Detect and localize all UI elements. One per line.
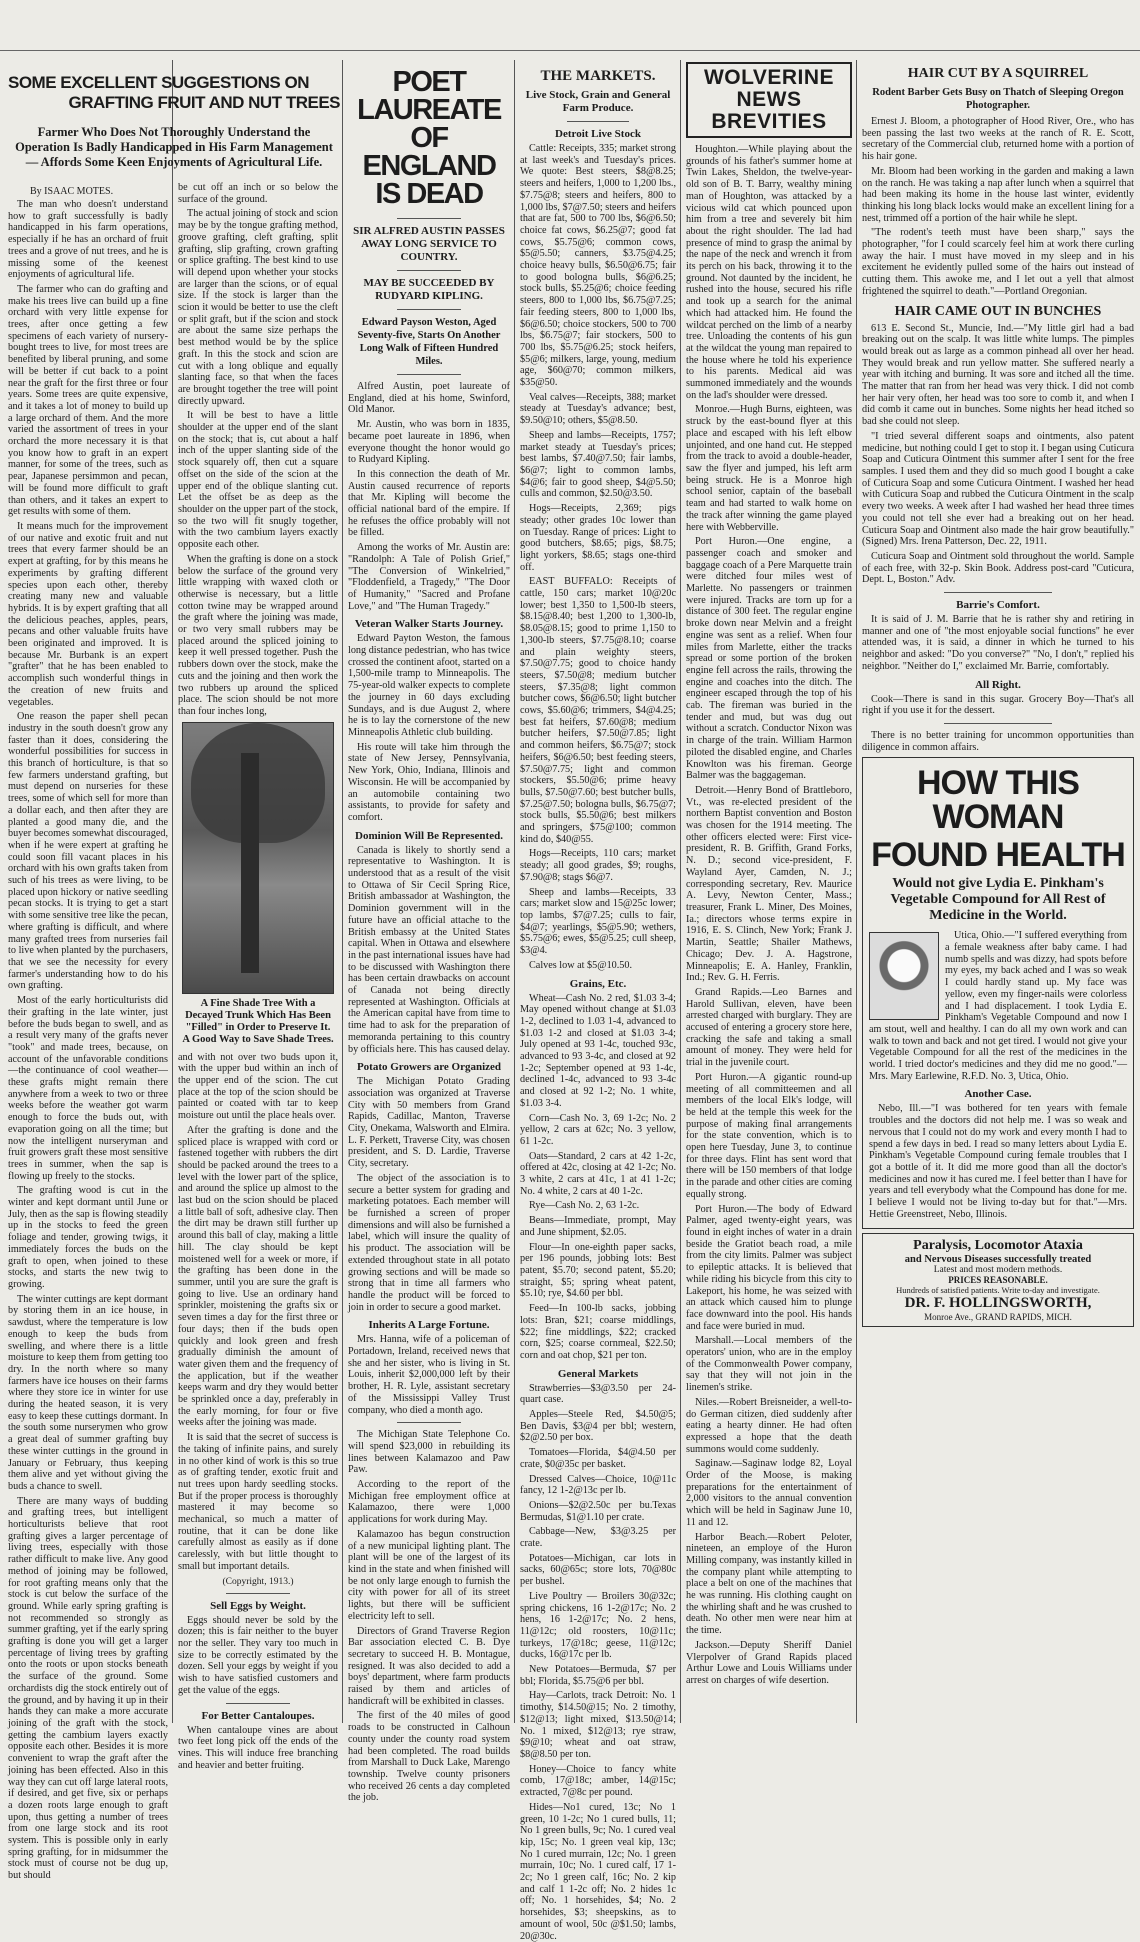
paragraph: Veal calves—Receipts, 388; market steady at Tuesday's advance; best, $9.50@10; others, $5@8.50. <box>520 391 676 427</box>
potato-title: Potato Growers are Organized <box>356 1061 502 1074</box>
paragraph: Nebo, Ill.—"I was bothered for ten years with female troubles and the doctors did not help me. I was so weak and nervous that I could not do my work and every month I had to spend a few days in bed. I read so many letters about Lydia E. Pinkham's Vegetable Compound curing female troubles that I got a bottle of it. It did me more good than all the doctor's medicines and now it has cured me. I feel better than I have for years and tell everybody what the Compound has done for me. I believe I would not be living to-day but for that."—Mrs. Hettie Greenstreet, Nebo, Illinois. <box>869 1103 1127 1220</box>
paragraph: Wheat—Cash No. 2 red, $1.03 3-4; May opened without change at $1.03 1-2, declined to 1.03 1-4, advanced to $1.03 1-2 and closed at $1.03 3-4; July opened at 93 1-4c, touched 93c, advanced to 93 3-4c, and closed at 92 1-2c; September opened at 93 1-4c, declined 1-4c, advanced to 93 3-4c and closed at 92 1-2; No. 1 white, $1.03 3-4. <box>520 992 676 1109</box>
paragraph: Mr. Austin, who was born in 1835, became poet laureate in 1896, when everyone thought the honor would go to Rudyard Kipling. <box>348 419 510 466</box>
pinkham-headline-2: FOUND HEALTH <box>871 836 1125 875</box>
paragraph: The grafting wood is cut in the winter and kept dormant until June or July, then as the sap is flowing steadily up in the stocks to feed the green foliage and tender, growing twigs, it immediately forces the buds on the graft to open, when joined to these stocks, and starts the new twig to growing. <box>8 1185 168 1290</box>
paragraph: Cook—There is sand in this sugar. Grocery Boy—That's all right if you use it for the dessert. <box>862 693 1134 717</box>
paragraph: Strawberries—$3@3.50 per 24-quart case. <box>520 1382 676 1406</box>
news-item: Port Huron.—One engine, a passenger coach and smoker and baggage coach of a Pere Marquette train were ditched four miles west of Marlette. No passengers or trainmen were injured. Tracks are torn up for a distance of 300 feet. The regular engine broke down near Melvin and a freight engine was sent as a relief. When four miles from Marlette, either the tracks spread or some portion of the broken engine fell across the rails, throwing the engine and coaches into the ditch. The engineer escaped through the top of his cab. The fireman was buried in the tender and mud, but was dug out without a scratch. Conductor Nixon was in charge of the train. William Harmon piloted the disabled engine, and Charles Knowlton was his fireman. George Balmer was the baggageman. <box>686 536 852 782</box>
haircut-headline: HAIR CUT BY A SQUIRREL <box>907 66 1089 81</box>
news-item: Harbor Beach.—Robert Peloter, nineteen, an employe of the Huron Milling company, was instantly killed in the company plant while attempting to place a belt on one of the machines that he was running. His clothing caught on the whirling shaft and he was crushed to death. No other men were near him at the time. <box>686 1531 852 1637</box>
paragraph: The winter cuttings are kept dormant by storing them in an ice house, in sawdust, where the temperature is low enough to keep the buds from swelling, and where there is a little moisture to keep them from getting too dry. In the north where so many farmers have ice houses on their farms where they store ice in winter for use during the heated season, it is very easy to keep these cuttings dormant. In the south some nurserymen who grow a great deal of summer grafting buy these winter cuttings in the ground in January or February, thus keeping them alive and yet without giving the buds a chance to swell. <box>8 1293 168 1492</box>
paragraph: Mrs. Hanna, wife of a policeman of Portadown, Ireland, received news that she and her sister, who is living in St. Louis, inherit $2,000,000 left by their brother, H. R. Lyle, assistant secretary of the Mississippi Valley Trust company, who died a month ago. <box>348 1334 510 1416</box>
paragraph: Ernest J. Bloom, a photographer of Hood River, Ore., who has been passing the last two weeks at the ranch of R. E. Scott, secretary of the Commercial club, returned home with a portion of his hair gone. <box>862 116 1134 163</box>
paragraph: Cattle: Receipts, 335; market strong at last week's and Tuesday's prices. We quote: Best steers, $8@8.25; steers and heifers, 1,000 to 1,200 lbs., $7.75@8; steers and heifers, 800 to 1,000 lbs, $7@7.50; steers and heifers that are fat, 500 to 700 lbs, $6@6.50; choice fat cows, $6.25@7; good fat cows, $5.75@6; common cows, $5@5.50; canners, $3.75@4.25; choice heavy bulls, $6.50@6.75; fair to good bologna bulls, $6@6.25; stock bulls, $5.25@6; choice feeding steers, 800 to 1,000 lbs, $6.75@7.25; fair feeding steers, 800 to 1,000 lbs, $6@6.50; choice stockers, 500 to 700 lbs, $6.75@7; fair stockers, 500 to 700 lbs, $5.75@6.25; stock heifers, $5@6; milkers, large, young, medium age, $60@70; common milkers, $35@50. <box>520 143 676 389</box>
hair-bunches-headline: HAIR CAME OUT IN BUNCHES <box>894 303 1102 319</box>
column-rule <box>172 60 173 1723</box>
column-1 <box>8 182 168 1882</box>
paragraph: The object of the association is to secure a better system for grading and marketing potatoes. Each member will be furnished a screen of proper dimensions and will also be furnished a label, which will insure the quality of his product. The association will be extended throughout state in all potato growing sections and will be made so strong that in time all farmers who handle the product will be forced to join in order to secure a good market. <box>348 1172 510 1313</box>
poet-deck-3: Edward Payson Weston, Aged Seventy-five, Starts On Another Long Walk of Fifteen Hundred Miles. <box>357 317 501 367</box>
paragraph: Corn—Cash No. 3, 69 1-2c; No. 2 yellow, 2 cars at 62c; No. 3 yellow, 61 1-2c. <box>520 1112 676 1147</box>
paragraph: Feed—In 100-lb sacks, jobbing lots: Bran, $21; coarse middlings, $22; fine middlings, $22; cracked corn, $25; coarse cornmeal, $22.50; corn and oat chop, $21 per ton. <box>520 1303 676 1361</box>
paragraph: Rye—Cash No. 2, 63 1-2c. <box>529 1200 640 1212</box>
paragraph: be cut off an inch or so below the surface of the ground. <box>178 182 338 205</box>
woman-portrait <box>869 932 939 1020</box>
paragraph: The farmer who can do grafting and make his trees live can build up a fine orchard with very little expense for trees, after once getting a few specimens of each variety of nursery-bought trees to live, for most trees are benefited by liberal pruning, and some will be better if cut back to a point near the graft for the first three or four years. Some trees are quite expensive, and it takes a lot of money to build up a large orchard of them. And the more varied the assortment of trees in your orchard the more necessary it is that you know how to graft in an expert manner, for some of the trees, such as pear, Japanese persimmon and pecan, will be found more difficult to graft than others, and it takes an expert to get results with some of them. <box>8 283 168 518</box>
paragraph: Utica, Ohio.—"I suffered everything from a female weakness after baby came. I had numb spells and was dizzy, had spots before my eyes, my back ached and I was so weak I could hardly stand up. My face was yellow, even my finger-nails were colorless and I had displacement. I took Lydia E. Pinkham's Vegetable Compound and now I am stout, well and healthy. I can do all my own work and can walk to town and back and not get tired. I would not give your Vegetable Compound for all the rest of the medicines in the world. I tried doctor's medicines and they did me no good."—Mrs. Mary Earlewine, R.F.D. No. 3, Utica, Ohio. <box>869 930 1127 1082</box>
column-rule <box>514 60 515 1723</box>
paragraph: Mr. Bloom had been working in the garden and making a lawn on the ranch. He was taking a nap after lunch when a squirrel that had been making its home in the house last winter, evidently thinking his long black locks would make an excellent lining for a nest, trimmed off a portion of the hair while he slept. <box>862 165 1134 224</box>
news-item: Saginaw.—Saginaw lodge 82, Loyal Order of the Moose, is making preparations for the entertainment of 2,000 visitors to the annual convention which will be held in Saginaw June 10, 11 and 12. <box>686 1458 852 1528</box>
wolverine-title-1: WOLVERINE <box>703 66 835 89</box>
wolverine-title-2: NEWS BREVITIES <box>711 88 827 133</box>
paragraph: Cabbage—New, $3@3.25 per crate. <box>520 1526 676 1550</box>
paragraph: The Michigan Potato Grading association was organized at Traverse City with 50 members from Grand Rapids, Cadillac, Manton, Traverse City, Onekama, Walsworth and Elmira. L. F. Perkett, Traverse City, was chosen president, and S. D. Lardie, Traverse City, secretary. <box>348 1076 510 1170</box>
detroit-title: Detroit Live Stock <box>555 128 641 140</box>
column-rule <box>856 60 857 1723</box>
grafting-deck: Farmer Who Does Not Thoroughly Understand the Operation Is Badly Handicapped in His Farm Management — Affords Some Keen Enjoyments of Agricultural Life. <box>15 125 333 169</box>
divider <box>226 1703 290 1704</box>
news-item: Port Huron.—The body of Edward Palmer, aged twenty-eight years, was found in eight inches of water in a drain beside the Gratiot beach road, a mile from the city limits. Palmer was subject to epileptic attacks. It is believed that while riding his bicycle from this city to Lakeport, his home, he was seized with an attack which caused him to plunge face downward into the pool. His hands and face were buried in mud. <box>686 1203 852 1332</box>
doctor-ad-headline: Paralysis, Locomotor Ataxia <box>913 1237 1083 1253</box>
news-item: Jackson.—Deputy Sheriff Daniel Vlerpolver of Grand Rapids placed Arthur Lowe and Louis Williams under arrest on charges of wife desertion. <box>686 1639 852 1686</box>
paragraph: The man who doesn't understand how to graft successfully is badly handicapped in his farm operations, especially if he has an orchard of fruit trees and a grove of nut trees, and he is missing some of the keenest enjoyments of agricultural life. <box>8 199 168 281</box>
doctor-ad-address: Monroe Ave., GRAND RAPIDS, MICH. <box>924 1311 1072 1322</box>
paragraph: Honey—Choice to fancy white comb, 17@18c; amber, 14@15c; extracted, 7@8c per pound. <box>520 1763 676 1799</box>
paragraph: When the grafting is done on a stock below the surface of the ground very little wrapping with waxed cloth or otherwise is necessary, but a little cotton twine may be wrapped around the graft where the joining was made, or two very small rubbers may be placed around the spliced joining to keep it well pressed together. Push the rubbers down over the stock, make the cuts and the joining and then work the two rubbers up around the spliced place. The scion should be not more than four inches long, <box>178 553 338 717</box>
column-4-markets <box>520 62 677 1942</box>
masthead-strip <box>0 0 1140 51</box>
paragraph: Hogs—Receipts, 110 cars; market steady; all good grades, $9; roughs, $7.90@8; stags $6@7. <box>520 848 676 883</box>
paragraph: "The rodent's teeth must have been sharp," says the photographer, "for I could scarcely feel him at work there curling away the hair. I must have moved in my sleep and in his excitement he evidently pulled some of the hairs out instead of cutting them. This awoke me, and I let out a yell that almost frightened the squirrel to death."—Portland Oregonian. <box>862 227 1134 297</box>
pinkham-deck: Would not give Lydia E. Pinkham's Vegetable Compound for All Rest of Medicine in the World. <box>890 876 1106 924</box>
column-3 <box>348 62 510 1804</box>
poet-deck-2: MAY BE SUCCEEDED BY RUDYARD KIPLING. <box>363 277 495 302</box>
paragraph: The actual joining of stock and scion may be by the tongue grafting method, groove grafting, cleft grafting, split grafting, slip grafting, crown grafting or splice grafting. The best kind to use will depend upon whether your stocks are larger than the scions, or of equal size. If the stock is larger than the scion it would be better to use the cleft or split graft, but if the scion and stock are about the same size perhaps the best method would be by the splice graft. In this the stock and scion are cut with a long oblique and equally slanting face, so that when the faces are brought together the tree will point directly upward. <box>178 208 338 407</box>
paragraph: When cantaloupe vines are about two feet long pick off the ends of the vines. This will induce free branching and heavier and better fruiting. <box>178 1724 338 1771</box>
doctor-ad-line4: PRICES REASONABLE. <box>948 1274 1048 1285</box>
paragraph: There is no better training for uncommon opportunities than diligence in common affairs. <box>862 729 1134 753</box>
shade-tree-photo <box>182 722 334 994</box>
paragraph: It is said of J. M. Barrie that he is rather shy and retiring in manner and one of "the most enjoyable social functions" he ever attended was, it is said, a dinner in which he turned to his neighbor and asked: "Do you converse?" "No, I don't," replied his neighbor. "Neither do I," exclaimed Mr. Barrie, comfortably. <box>862 614 1134 672</box>
paragraph: It is said that the secret of success is the taking of infinite pains, and surely in no other kind of work is this so true as of grafting tender, exotic fruit and nut trees upon hardy seedling stocks. But if the proper process is thoroughly mastered it may become so mechanical, so much a matter of routine, that it can be done like carefully almost as easily as if done carelessly, with but little thought to small but important details. <box>178 1432 338 1572</box>
cantaloupe-title: For Better Cantaloupes. <box>201 1709 315 1722</box>
paragraph: Tomatoes—Florida, $4@4.50 per crate, $0@35c per basket. <box>520 1447 676 1470</box>
paragraph: Dressed Calves—Choice, 10@11c fancy, 12 1-2@13c per lb. <box>520 1473 676 1497</box>
pinkham-headline-1: HOW THIS WOMAN <box>917 764 1079 837</box>
paragraph: Beans—Immediate, prompt, May and June shipment, $2.05. <box>520 1215 676 1238</box>
paragraph: His route will take him through the state of New Jersey, Pennsylvania, New York, Ohio, Indiana, Illinois and Wisconsin. He will be accompanied by an automobile containing two assistants, to provide for safety and comfort. <box>348 741 510 823</box>
paragraph: Potatoes—Michigan, car lots in sacks, 60@65c; store lots, 70@80c per bushel. <box>520 1552 676 1588</box>
paragraph: Edward Payton Weston, the famous long distance pedestrian, who has twice crossed the continent afoot, started on a 1,500-mile tramp to Minneapolis. The 75-year-old walker expects to complete the journey in 60 days excluding Sundays, and is due August 2, where he is to lay the cornerstone of the new Minneapolis Athletic club building. <box>348 633 510 738</box>
grains-title: Grains, Etc. <box>569 977 627 990</box>
dominion-title: Dominion Will Be Represented. <box>355 829 503 842</box>
news-item: Monroe.—Hugh Burns, eighteen, was struck by the east-bound flyer at this place and escaped with his left elbow unjointed, and one hand cut. He stepped from the track to avoid a double-header, saw the flyer and jumped, his left arm being struck. He is a Monroe high school senior, captain of the baseball team and had started to walk home on the track after winning the game played here with Webberville. <box>686 404 852 533</box>
markets-subtitle: Live Stock, Grain and General Farm Produce. <box>525 89 671 114</box>
paragraph: It will be best to have a little shoulder at the upper end of the slant on the stock; that is, cut about a half inch of the upper slanting side of the stock squarely off, then cut a square offset on the side of the scion at the upper end of the oblique slanting cut. Let the offset be as deep as the shoulder on the upper part of the stock, so the two will fit snugly together, with the two cambium layers exactly opposite each other. <box>178 410 338 551</box>
paragraph: and with not over two buds upon it, with the upper bud within an inch of the upper end of the scion. The cut place at the top of the scion should be painted or coated with tar to keep moisture out until the place heals over. <box>178 1051 338 1122</box>
markets-title: THE MARKETS. <box>540 68 656 84</box>
divider <box>397 270 462 271</box>
paragraph: Among the works of Mr. Austin are: "Randolph: A Tale of Polish Grief," "The Conversion of Winkelried," "Floddenfield, a Tragedy," "The Door of Humanity," "Sacred and Profane Love," and "The Human Tragedy." <box>348 542 510 612</box>
poet-deck-1: SIR ALFRED AUSTIN PASSES AWAY LONG SERVICE TO COUNTRY. <box>353 225 505 263</box>
news-item: Detroit.—Henry Bond of Brattleboro, Vt., was re-elected president of the northern Baptist convention and Boston was chosen for the 1914 meeting. The other officers elected were: First vice-president, R. B. Griffith, Grand Forks, N. D.; second vice-president, F. Wayland Ayer, Camden, N. J.; corresponding secretary, Rev. Maurice A. Levy, Newton Center, Mass.; treasurer, Frank L. Miner, Des Moines, Ia.; directors whose terms expire in 1916, E. S. Clinch, New York; Frank J. Martin, Seattle; Shailer Mathews, Chicago; Dev. J. A. Hagstrone, Minneapolis; E. A. Hanley, Franklin, Ind.; Rev. G. H. Ferris. <box>686 784 852 984</box>
divider <box>567 121 629 122</box>
divider <box>226 1593 290 1594</box>
paragraph: Hogs—Receipts, 2,369; pigs steady; other grades 10c lower than on Tuesday. Range of prices: Light to good butchers, $8.65; pigs, $8.75; light yorkers, $8.65; stags one-third off. <box>520 503 676 573</box>
divider <box>397 218 462 219</box>
wolverine-masthead <box>686 62 852 138</box>
paragraph: "I tried several different soaps and ointments, also patent medicine, but nothing could I get to stop it. I began using Cuticura Soap and Cuticura Ointment this summer after I sent for the free samples. I used them and they did so much good I bought a cake of Cuticura Soap and some Cuticura Ointment. I washed her head with Cuticura Soap and rubbed the Cuticura Ointment in the scalp every two weeks. A week after I had washed her head three times you could not tell she ever had a breaking out on her head. Cuticura Soap and Ointment also made the hair grow beautifully." (Signed) Mrs. Irena Patterson, Dec. 22, 1911. <box>862 430 1134 548</box>
paragraph: It means much for the improvement of our native and exotic fruit and nut trees that every farmer should be an expert at grafting, for by this means he experiments by grafting different species upon each other, thereby creating many new and valuable hybrids. It is by expert grafting that all the delicious peaches, apples, pears, pecans and other valuable fruits have been originated and improved. It is because Mr. Burbank is an expert "grafter" that he has been enabled to accomplish such wonderful things in the creation of new fruits and vegetables. <box>8 520 168 708</box>
tree-trunk-shape <box>241 753 259 973</box>
paragraph: Apples—Steele Red, $4.50@5; Ben Davis, $3@4 per bbl; western, $2@2.50 per box. <box>520 1409 676 1444</box>
paragraph: The Michigan State Telephone Co. will spend $23,000 in rebuilding its lines between Kalamazoo and Paw Paw. <box>348 1429 510 1476</box>
doctor-ad-line5: Hundreds of satisfied patients. Write to-day and investigate. <box>896 1284 1100 1295</box>
doctor-ad-line3: Latest and most modern methods. <box>933 1264 1063 1275</box>
paragraph: In this connection the death of Mr. Austin caused recurrence of reports that Mr. Kipling will become the official national bard of the empire. If he refuses the office probably will not be filled. <box>348 468 510 539</box>
poet-headline: POET LAUREATE OF ENGLAND IS DEAD <box>357 66 501 210</box>
paragraph: Canada is likely to shortly send a representative to Washington. It is understood that as a result of the visit to Ottawa of Sir Cecil Spring Rice, British ambassador at Washington, the Dominion government will in the future have an official attache to the British embassy at the United States capital. When in Ottawa and elsewhere in the past international issues have had to be discussed with Washington there has been certain drawbacks on account of Canada not being directly represented at Washington. Officials at the American capital have from time to time had to ask for the preparation of memoranda pertaining to this country by officials here. This has caused delay. <box>348 844 510 1055</box>
paragraph: Live Poultry — Broilers 30@32c; spring chickens, 16 1-2@17c; No. 2 hens, 16 1-2@17c; No. 2 hens, 11@12c; old roosters, 10@11c; turkeys, 17@18c; geese, 11@12c; ducks, 16@17c per lb. <box>520 1590 676 1661</box>
another-case-title: Another Case. <box>964 1088 1032 1101</box>
paragraph: Sheep and lambs—Receipts, 33 cars; market slow and 15@25c lower; top lambs, $7@7.25; culls to fair, $4@7; yearlings, $5@5.90; wethers, $5.75@6; ewes, $5@5.25; cull sheep, $3@4. <box>520 886 676 957</box>
divider <box>397 309 462 310</box>
news-item: Grand Rapids.—Leo Barnes and Harold Sullivan, eleven, have been arrested charged with burglary. They are accused of entering a grocery store here, cracking the safe and taking a small amount of money. They were held for trial in the juvenile court. <box>686 986 852 1069</box>
paragraph: Calves low at $5@10.50. <box>529 959 633 971</box>
column-5-brevities <box>686 62 852 1723</box>
paragraph: After the grafting is done and the spliced place is wrapped with cord or fastened together with rubbers the dirt should be packed around the trees to a level with the lower part of the splice, and around the splice up almost to the last bud on the scion should be placed a little ball of soft, adhesive clay. Then the dirt may be drawn still further up around this ball of clay, making a little hill. The clay should be kept moistened well for a week or more, if the grafting has been done in the summer, until you are sure the graft is going to live. Use an ordinary hand sprinkler, moistening the grafts six or seven times a day for the first three or four days; then if the buds open quickly and look green and fresh gradually diminish the amount of water given them and the frequency of the application, but if the weather keeps warm and dry they would better be sprinkled once a day, preferably in the early morning, for four or five weeks after the joining was made. <box>178 1124 338 1429</box>
photo-caption: A Fine Shade Tree With a Decayed Trunk Which Has Been "Filled" in Order to Preserve It. A Good Way to Save Shade Trees. <box>182 997 334 1045</box>
barrie-title: Barrie's Comfort. <box>956 599 1040 612</box>
paragraph: Hides—No1 cured, 13c; No 1 green, 10 1-2c; No 1 cured bulls, 11; No 1 green bulls, 9c; No. 1 cured veal kip, 15c; No. 1 green veal kip, 13c; No 1 cured murrain, 12c; No. 1 green murrain, 10c; No. 1 cured calf, 17 1-2c; No 1 green calf, 16c; No. 2 kip and calf 1 1-2c off; No. 2 hides 1c off; No. 1 horsehides, $4; No. 2 horsehides, $3; sheepskins, as to amount of wool, 50c @$1.50; lambs, 20@30c. <box>520 1801 676 1942</box>
sell-eggs-title: Sell Eggs by Weight. <box>210 1599 306 1612</box>
paragraph: One reason the paper shell pecan industry in the south doesn't grow any faster than it does, considering the wonderful possibilities for success in this branch of horticulture, is that so few farmers understand grafting, but must depend on nurseries for these trees, some of which sell for more than a dollar each, and then after they are planted a good many die, and the buyer becomes somewhat discouraged, when if he were expert at grafting he could soon fill vacant places in his orchard with his own grafts taken from such of his trees as were living, to be placed upon hickory or native seedling pecan stocks. It is trying to get a start with some sensitive tree like the pecan, where grafting is difficult, and where many grafted trees from nurseries fail to live when planted by the purchasers, that we see the necessity for every farmer's understanding how to do his own grafting. <box>8 711 168 992</box>
allright-title: All Right. <box>975 678 1021 691</box>
news-item: Niles.—Robert Breisneider, a well-to-do German citizen, died suddenly after eating a hearty dinner. He had often expressed a hope that the death summons would come suddenly. <box>686 1396 852 1455</box>
paragraph: Most of the early horticulturists did their grafting in the late winter, just before the buds began to swell, and as a result very many of the grafts never "took" and made trees, because, on account of the unfavorable conditions—the continuance of cool weather—these grafts might remain there anywhere from a week to two or three weeks before the weather got warm enough to force the buds out, with evaporation going on all the time; but now the intelligent nurseryman and fruit growers graft these most sensitive trees in summer, when the sap is flowing up freely to the stocks. <box>8 995 168 1182</box>
byline: By ISAAC MOTES. <box>30 186 114 197</box>
news-item: Port Huron.—A gigantic round-up meeting of all committeemen and all members of the local Elk's lodge, will be held at the temple this week for the purpose of making final arrangements for the state convention, which is to open here Tuesday, June 3, to continue for three days. Flint has sent word that there will be 150 members of that lodge in the parade and other cities are coming equally strong. <box>686 1071 852 1200</box>
paragraph: Flour—In one-eighth paper sacks, per 196 pounds, jobbing lots: Best patent, $5.70; second patent, $5.20; straight, $5; spring wheat patent, $5.10; rye, $4.60 per bbl. <box>520 1241 676 1300</box>
column-6 <box>862 62 1134 1723</box>
grafting-headline-line1: SOME EXCELLENT SUGGESTIONS ON <box>8 73 309 92</box>
pinkham-advertisement <box>862 757 1134 1228</box>
fortune-title: Inherits A Large Fortune. <box>368 1319 490 1332</box>
paragraph: EAST BUFFALO: Receipts of cattle, 150 cars; market 10@20c lower; best 1,350 to 1,500-lb steers, $8.15@8.40; best 1,200 to 1,300-lb, $8.05@8.15; good to prime 1,150 to 1,300-lb steers, $7.75@8.10; coarse and plain weighty steers, $7.50@7.75; good to choice handy steers, $7.50@8; medium butcher steers, $7.35@8; light common butcher cows, $6@6.50; light butcher cows, $5.60@6; trimmers, $4@4.25; best fat heifers, $7.60@8; medium butcher heifers, $7.50@7.85; light and common heifers, $6.75@7; stock heifers, $6@6.50; best feeding steers, $7.50@7.75; light and common stockers, $5.50@6; prime heavy bulls, $7.50@7.60; best butcher bulls, $7.25@7.50; bologna bulls, $6.75@7; stock bulls, $5.50@6; best milkers and springers, $75@100; common kind do, $40@55. <box>520 576 677 845</box>
news-item: Marshall.—Local members of the operators' union, who are in the employ of the Commonwealth Power company, say that they will not join in the linemen's strike. <box>686 1335 852 1394</box>
paragraph: Eggs should never be sold by the dozen; this is fair neither to the buyer nor the seller. They vary too much in size to be correctly estimated by the dozen. Sell your eggs by weight if you wish to have satisfied customers and get the value of the eggs. <box>178 1614 338 1696</box>
divider <box>397 1422 462 1423</box>
doctor-advertisement <box>862 1233 1134 1327</box>
paragraph: Oats—Standard, 2 cars at 42 1-2c, offered at 42c, closing at 42 1-2c; No. 3 white, 2 cars at 41c, 1 at 41 1-2c; No. 4 white, 2 cars at 40 1-2c. <box>520 1150 676 1197</box>
grafting-headline-block <box>8 74 340 172</box>
paragraph: Onions—$2@2.50c per bu.Texas Bermudas, $1@1.10 per crate. <box>520 1499 676 1523</box>
paragraph: Sheep and lambs—Receipts, 1757; market steady at Tuesday's prices; best lambs, $7.40@7.50; fair lambs, $6@7; light to common lambs, $4@6; fair to good sheep, $4@5.50; culls and common, $2.50@3.50. <box>520 429 676 500</box>
news-item: Houghton.—While playing about the grounds of his father's summer home at Twin Lakes, Sheldon, the twelve-year-old son of B. T. Barry, wealthy mining man of Houghton, was attacked by a vicious wild cat which pounced upon him from a tree and severely bit him about the right shoulder. The lad had presence of mind to grasp the animal by the nape of the neck and wrench it from its perch on his back, throwing it to the ground. Not daunted by the incident, he rushed into the house, secured his rifle and took up a search for the animal which had attacked him. He found the wildcat perched on the limb of a nearby tree. Unloading the contents of his gun at the wildcat the young man repaired to the house where he told his experience to his parents. Medical aid was summoned immediately and the wounds on the lad's shoulder were dressed. <box>686 144 852 401</box>
grafting-headline-line2: GRAFTING FRUIT AND NUT TREES <box>68 93 340 112</box>
column-2 <box>178 182 338 1771</box>
doctor-ad-name: DR. F. HOLLINGSWORTH, <box>904 1294 1092 1311</box>
copyright-line: (Copyright, 1913.) <box>222 1576 294 1587</box>
paragraph: According to the report of the Michigan free employment office at Kalamazoo, there were 1,000 applications for work during May. <box>348 1479 510 1526</box>
paragraph: Cuticura Soap and Ointment sold throughout the world. Sample of each free, with 32-p. Skin Book. Address post-card "Cuticura, Dept. L, Boston." Adv. <box>862 550 1134 586</box>
paragraph: There are many ways of budding and grafting trees, but intelligent horticulturists believe that root grafting gives a larger percentage of living trees, especially with those rather difficult to make live. Any good method of joining may be followed, for root grafting means only that the stock is cut below the surface of the ground. While early spring grafting is not recommended so strongly as summer grafting, yet if the early spring grafting is done you will get a larger percentage of living trees by grafting onto the roots or upon stocks beneath the surface of the ground. Some orchardists dig the stock entirely out of the ground, and by having it up in their hands they can make a more accurate joining of the graft with the stock, getting the cambium layers exactly opposite each other. Besides it is more convenient to wrap the graft after the joining has been effected. Also in this way they can cut off large lateral roots, if desired, and get five, six or perhaps a dozen roots large enough to graft upon, thus getting a number of trees from one large stock and its root system. This is possible only in early spring grafting, for in midsummer the stock must of course not be dug up, but should <box>8 1495 168 1882</box>
veteran-title: Veteran Walker Starts Journey. <box>354 618 504 631</box>
divider <box>944 592 1053 593</box>
paragraph: Alfred Austin, poet laureate of England, died at his home, Swinford, Old Manor. <box>348 381 510 416</box>
paragraph: Hay—Carlots, track Detroit: No. 1 timothy, $14.50@15; No. 2 timothy, $12@13; light mixed, $13.50@14; No. 1 mixed, $12@13; rye straw, $9@10; wheat and oat straw, $8@8.50 per ton. <box>520 1690 676 1760</box>
column-rule <box>342 60 343 1723</box>
divider <box>944 723 1053 724</box>
haircut-deck: Rodent Barber Gets Busy on Thatch of Sleeping Oregon Photographer. <box>872 87 1124 111</box>
doctor-ad-line2: and Nervous Diseases successfully treated <box>904 1253 1092 1265</box>
divider <box>397 374 462 375</box>
column-rule <box>680 60 681 1723</box>
paragraph: New Potatoes—Bermuda, $7 per bbl; Florida, $5.75@6 per bbl. <box>520 1664 676 1687</box>
paragraph: The first of the 40 miles of good roads to be constructed in Calhoun county under the county road system had been completed. The road builds from Marshall to Duck Lake, Marengo township. Twelve county prisoners who received 26 cents a day completed the job. <box>348 1710 510 1804</box>
paragraph: Kalamazoo has begun construction of a new municipal lighting plant. The plant will be one of the largest of its kind in the state and when finished will be not only large enough to furnish the city with power for all of its street lights, but there will be sufficient electricity left to sell. <box>348 1528 510 1622</box>
paragraph: 613 E. Second St., Muncie, Ind.—"My little girl had a bad breaking out on the scalp. It was little white lumps. The pimples would break out as large as a common pinhead all over her head. They would break and run yellow matter. She suffered nearly a year with itching and burning. It was sore and itched all the time. The matter that ran from her head was very thick. I did not comb her hair very often, her head was too sore to comb it, and when I did comb it came out in bunches. Some nights her head itched so bad she could not sleep. <box>862 322 1134 428</box>
general-markets-title: General Markets <box>557 1367 639 1380</box>
paragraph: Directors of Grand Traverse Region Bar association elected C. B. Dye secretary to succeed H. B. Montague, resigned. It was also decided to add a boys' department, where farm products raised by them and articles of handicraft will be exhibited in classes. <box>348 1625 510 1707</box>
